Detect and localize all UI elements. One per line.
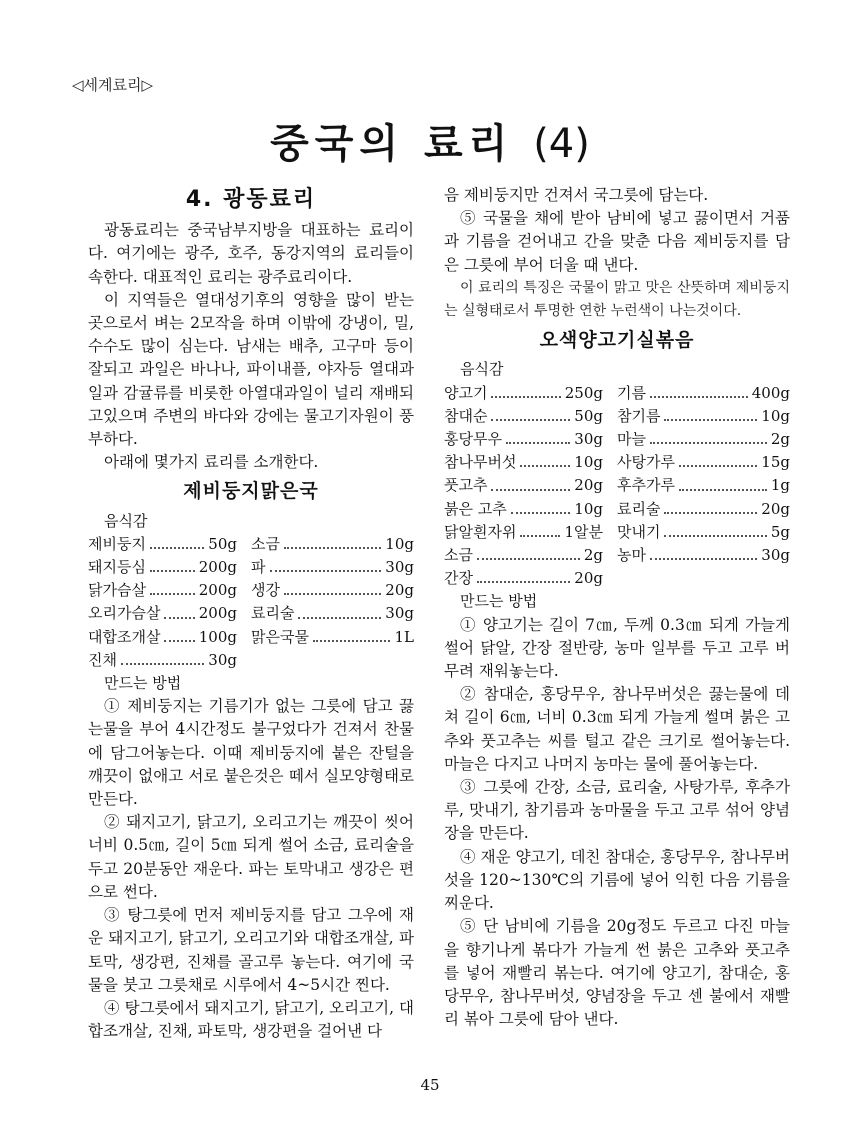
method-label: 만드는 방법: [460, 592, 538, 611]
ingredient-name: 맑은국물: [251, 627, 309, 646]
ingredient-name: 료리술: [251, 604, 295, 623]
ingredient-name: 풋고추: [444, 476, 488, 495]
ingredient-item: [444, 474, 617, 497]
ingredient-amount: 30g: [574, 430, 603, 449]
leader-dots: [150, 533, 204, 549]
leader-dots: [664, 405, 757, 421]
ingredients-label: 음식감: [104, 511, 148, 530]
ingredient-amount: 10g: [385, 534, 414, 553]
ingredient-row: [88, 649, 414, 672]
ingredient-item: [251, 602, 414, 625]
ingredient-amount: 20g: [574, 569, 603, 588]
leader-dots: [164, 626, 194, 642]
ingredient-name: 사탕가루: [617, 453, 675, 472]
ingredient-amount: 30g: [385, 604, 414, 623]
ingredient-name: 오리가슴살: [88, 604, 161, 623]
ingredient-row: [444, 544, 790, 567]
ingredient-item: [444, 382, 617, 405]
ingredient-name: 참대순: [444, 406, 488, 425]
ingredient-item: [444, 521, 617, 544]
leader-dots: [520, 521, 560, 537]
ingredient-amount: 2g: [583, 546, 603, 565]
ingredient-name: 맛내기: [617, 522, 661, 541]
ingredient-item: [251, 626, 414, 649]
ingredient-name: 대합조개살: [88, 627, 161, 646]
ingredient-item: [444, 451, 617, 474]
ingredient-amount: 30g: [385, 558, 414, 577]
leader-dots: [650, 382, 748, 398]
method-step: ③ 탕그릇에 먼저 제비둥지를 담고 그우에 재운 돼지고기, 닭고기, 오리고기와 대합조개살, 파토막, 생강편, 진채를 골고루 놓는다. 여기에 국물을 붓고 그릇채로 시루에서 4~5시간 찐다.: [88, 906, 414, 994]
ingredient-amount: 400g: [751, 383, 790, 402]
ingredient-amount: 1g: [770, 476, 790, 495]
ingredient-name: 진채: [88, 650, 117, 669]
ingredient-amount: 10g: [761, 406, 790, 425]
ingredient-item: [617, 544, 790, 567]
ingredient-item: [88, 602, 251, 625]
ingredient-amount: 200g: [198, 604, 237, 623]
ingredient-amount: 15g: [761, 453, 790, 472]
ingredient-name: 마늘: [617, 430, 646, 449]
leader-dots: [150, 579, 195, 595]
ingredient-amount: 20g: [761, 499, 790, 518]
leader-dots: [491, 382, 560, 398]
ingredient-amount: 200g: [198, 581, 237, 600]
leader-dots: [491, 405, 570, 421]
ingredient-amount: 30g: [761, 546, 790, 565]
leader-dots: [679, 451, 757, 467]
leader-dots: [511, 498, 571, 514]
ingredient-item: [444, 544, 617, 567]
ingredient-row: [444, 405, 790, 428]
ingredient-name: 소금: [444, 546, 473, 565]
ingredient-item: [617, 428, 790, 451]
ingredient-amount: 250g: [564, 383, 603, 402]
ingredient-item: [444, 498, 617, 521]
ingredient-row: [444, 474, 790, 497]
ingredient-row: [444, 521, 790, 544]
leader-dots: [270, 556, 382, 572]
ingredients-table: [444, 382, 790, 591]
ingredient-row: [88, 533, 414, 556]
leader-dots: [313, 626, 391, 642]
leader-dots: [650, 544, 757, 560]
section-label: ◁세계료리▷: [72, 76, 154, 94]
recipe-title: 오색양고기실볶음: [539, 329, 695, 352]
ingredient-item: [617, 521, 790, 544]
right-column: [444, 184, 790, 1031]
ingredient-amount: 50g: [574, 406, 603, 425]
ingredient-item: [617, 382, 790, 405]
leader-dots: [664, 521, 766, 537]
ingredient-amount: 10g: [574, 453, 603, 472]
leader-dots: [679, 474, 767, 490]
ingredient-row: [444, 567, 790, 590]
ingredient-name: 생강: [251, 581, 280, 600]
ingredient-row: [444, 428, 790, 451]
leader-dots: [284, 579, 381, 595]
method-step: ③ 그릇에 간장, 소금, 료리술, 사탕가루, 후추가루, 맛내기, 참기름과 농마물을 두고 고루 섞어 양념장을 만든다.: [444, 778, 790, 843]
ingredient-amount: 20g: [574, 476, 603, 495]
section-heading: 4. 광동료리: [185, 187, 317, 212]
ingredient-row: [88, 579, 414, 602]
ingredient-row: [444, 451, 790, 474]
leader-dots: [506, 428, 570, 444]
page-number: 45: [420, 1076, 440, 1094]
ingredient-name: 돼지등심: [88, 558, 146, 577]
method-label: 만드는 방법: [104, 674, 182, 693]
ingredient-name: 참기름: [617, 406, 661, 425]
ingredient-name: 간장: [444, 569, 473, 588]
ingredient-item: [617, 451, 790, 474]
ingredient-item: [88, 579, 251, 602]
method-step: ⑤ 국물을 채에 받아 남비에 넣고 끓이면서 거품과 기름을 걷어내고 간을 맞춘 다음 제비둥지를 담은 그릇에 부어 더울 때 낸다.: [444, 209, 790, 274]
ingredient-name: 홍당무우: [444, 430, 502, 449]
page-title: [0, 112, 860, 169]
ingredient-item: [617, 405, 790, 428]
ingredient-amount: 50g: [208, 534, 237, 553]
ingredient-row: [88, 602, 414, 625]
ingredient-row: [88, 556, 414, 579]
leader-dots: [650, 428, 767, 444]
ingredient-name: 료리술: [617, 499, 661, 518]
ingredient-name: 후추가루: [617, 476, 675, 495]
leader-dots: [520, 451, 570, 467]
left-column: [88, 184, 414, 1043]
method-step: ② 돼지고기, 닭고기, 오리고기는 깨끗이 씻어 너비 0.5㎝, 길이 5㎝ 되게 썰어 소금, 료리술을 두고 20분동안 재운다. 파는 토막내고 생강은 편으로 썬다.: [88, 813, 415, 901]
ingredient-amount: 5g: [770, 522, 790, 541]
ingredient-name: 소금: [251, 534, 280, 553]
ingredient-item: [251, 556, 414, 579]
ingredient-item: [88, 556, 251, 579]
method-step: ① 양고기는 길이 7㎝, 두께 0.3㎝ 되게 가늘게 썰어 닭알, 간장 절반량, 농마 일부를 두고 고루 버무려 재워놓는다.: [444, 615, 790, 681]
ingredient-amount: 1L: [394, 627, 414, 646]
ingredients-label: 음식감: [460, 360, 504, 379]
leader-dots: [491, 474, 570, 490]
leader-dots: [477, 544, 580, 560]
leader-dots: [477, 567, 570, 583]
ingredient-name: 참나무버섯: [444, 453, 517, 472]
ingredient-row: [444, 382, 790, 405]
method-step: ④ 탕그릇에서 돼지고기, 닭고기, 오리고기, 대합조개살, 진채, 파토막, 생강편을 걸어낸 다: [88, 998, 414, 1041]
ingredient-item: [88, 626, 251, 649]
ingredient-item: [251, 533, 414, 556]
ingredient-item: [617, 474, 790, 497]
ingredient-name: 제비둥지: [88, 534, 146, 553]
ingredient-amount: 10g: [574, 499, 603, 518]
ingredient-item: [444, 567, 617, 590]
intro-paragraph: 광동료리는 중국남부지방을 대표하는 료리이다. 여기에는 광주, 호주, 동강지역의 료리들이 속한다. 대표적인 료리는 광주료리이다.: [88, 221, 414, 286]
recipe-note: 이 료리의 특징은 국물이 맑고 맛은 산뜻하며 제비둥지는 실형태로서 투명한 연한 누런색이 나는것이다.: [444, 279, 790, 320]
leader-dots: [298, 602, 381, 618]
ingredient-amount: 200g: [198, 558, 237, 577]
leader-dots: [664, 498, 757, 514]
intro-paragraph: 이 지역들은 열대성기후의 영향을 많이 받는 곳으로서 벼는 2모작을 하며 이밖에 강냉이, 밀, 수수도 많이 심는다. 남새는 배추, 고구마 등이 잘되고 과일은 바나나, 파이내플, 야자등 열대과일과 감귤류를 비롯한 아열대과일이 널리 재배되고있으며 주변의 바다와 강에는 물고기자원이 풍부하다.: [88, 290, 414, 449]
ingredient-item: [617, 498, 790, 521]
ingredient-item: [88, 533, 251, 556]
ingredient-name: 농마: [617, 546, 646, 565]
recipe-title: 제비둥지맑은국: [183, 480, 319, 503]
ingredient-name: 양고기: [444, 383, 488, 402]
leader-dots: [164, 602, 194, 618]
ingredient-name: 파: [251, 558, 266, 577]
ingredients-table: [88, 533, 414, 672]
ingredient-amount: 1알분: [564, 522, 603, 541]
ingredient-item: [444, 428, 617, 451]
method-step-continuation: 음 제비둥지만 건져서 국그릇에 담는다.: [444, 186, 709, 204]
ingredient-item: [251, 579, 414, 602]
method-step: ④ 재운 양고기, 데친 참대순, 홍당무우, 참나무버섯을 120~130℃의 기름에 넣어 익힌 다음 기름을 찌운다.: [444, 847, 790, 913]
leader-dots: [284, 533, 381, 549]
ingredient-name: 붉은 고추: [444, 499, 507, 518]
method-step: ① 제비둥지는 기름기가 없는 그릇에 담고 끓는물을 부어 4시간정도 불구었다가 건져서 찬물에 담그어놓는다. 이때 제비둥지에 붙은 잔털을 깨끗이 없애고 서로 붙은것은 떼서 실모양형태로 만든다.: [88, 697, 414, 809]
ingredient-row: [88, 626, 414, 649]
ingredient-row: [444, 498, 790, 521]
page-title-number: (4): [533, 121, 590, 167]
method-step: ② 참대순, 홍당무우, 참나무버섯은 끓는물에 데쳐 길이 6㎝, 너비 0.3㎝ 되게 가늘게 썰며 붉은 고추와 풋고추는 씨를 털고 같은 크기로 썰어놓는다. 마늘은 다지고 나머지 농마는 물에 풀어놓는다.: [444, 685, 790, 773]
ingredient-name: 닭가슴살: [88, 581, 146, 600]
ingredient-name: 기름: [617, 383, 646, 402]
ingredient-item: [88, 649, 251, 672]
ingredient-item: [444, 405, 617, 428]
intro-paragraph: 아래에 몇가지 료리를 소개한다.: [104, 453, 319, 472]
ingredient-amount: 30g: [208, 650, 237, 669]
ingredient-amount: 20g: [385, 581, 414, 600]
ingredient-amount: 2g: [770, 430, 790, 449]
method-step: ⑤ 단 남비에 기름을 20g정도 두르고 다진 마늘을 향기나게 볶다가 가늘게 썬 붉은 고추와 풋고추를 넣어 재빨리 볶는다. 여기에 양고기, 참대순, 홍당무우, 참나무버섯, 양념장을 두고 센 불에서 재빨리 볶아 그릇에 담아 낸다.: [444, 917, 790, 1029]
ingredient-amount: 100g: [198, 627, 237, 646]
leader-dots: [150, 556, 195, 572]
page-title-main: 중국의 료리: [270, 121, 514, 167]
leader-dots: [121, 649, 204, 665]
ingredient-name: 닭알흰자위: [444, 522, 517, 541]
